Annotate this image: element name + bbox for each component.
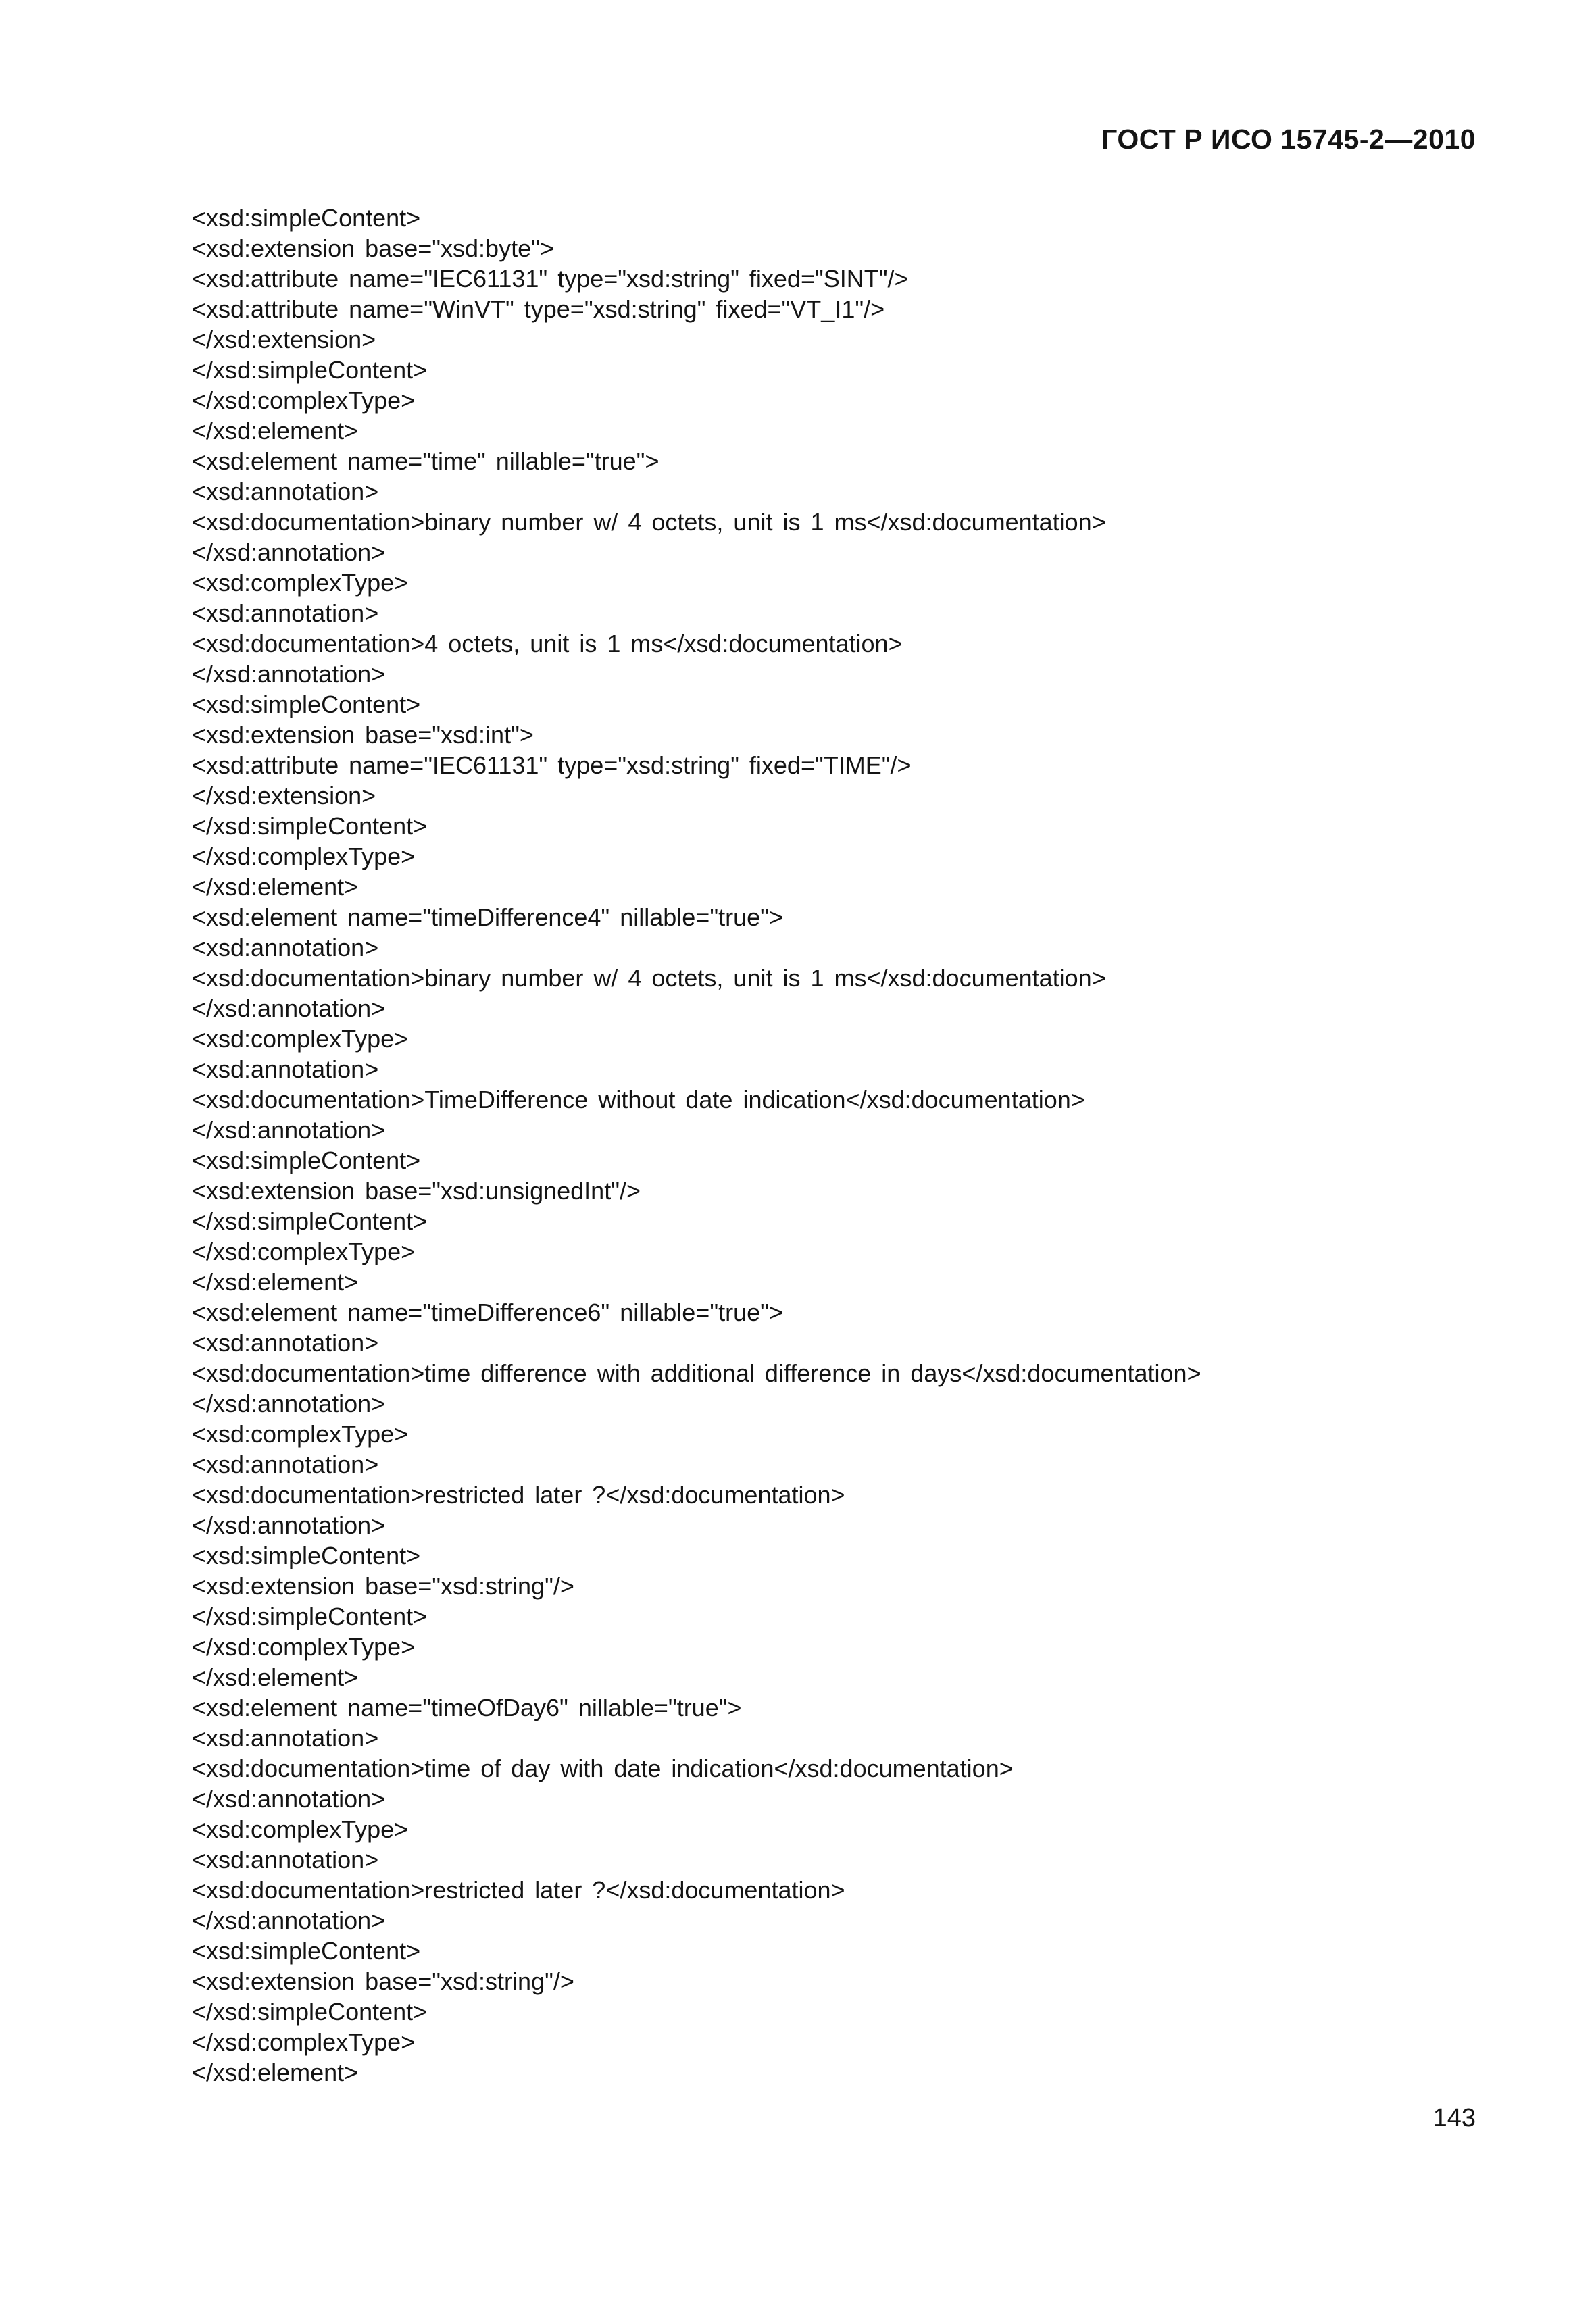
code-line: </xsd:element> (192, 1663, 359, 1691)
code-line: </xsd:complexType> (192, 2028, 416, 2056)
code-line: </xsd:annotation> (192, 1390, 386, 1417)
code-line: <xsd:documentation>time of day with date indication</xsd:documentation> (192, 1755, 1014, 1782)
code-line: </xsd:complexType> (192, 386, 416, 414)
code-line: </xsd:annotation> (192, 538, 386, 566)
code-line: <xsd:complexType> (192, 569, 409, 597)
code-line: </xsd:element> (192, 873, 359, 901)
code-line: <xsd:documentation>binary number w/ 4 octets, unit is 1 ms</xsd:documentation> (192, 508, 1106, 536)
code-line: <xsd:documentation>binary number w/ 4 octets, unit is 1 ms</xsd:documentation> (192, 964, 1106, 992)
code-line: <xsd:simpleContent> (192, 690, 421, 718)
code-line: </xsd:extension> (192, 782, 376, 809)
code-line: </xsd:annotation> (192, 1907, 386, 1934)
code-line: </xsd:annotation> (192, 1511, 386, 1539)
code-line: <xsd:simpleContent> (192, 204, 421, 232)
code-line: <xsd:simpleContent> (192, 1147, 421, 1174)
code-line: <xsd:complexType> (192, 1815, 409, 1843)
code-line: </xsd:simpleContent> (192, 1603, 428, 1630)
code-line: <xsd:annotation> (192, 934, 379, 961)
code-line: <xsd:complexType> (192, 1025, 409, 1053)
code-line: <xsd:annotation> (192, 1329, 379, 1357)
code-line: <xsd:documentation>restricted later ?</xsd:documentation> (192, 1481, 845, 1509)
xsd-code-listing (192, 203, 1476, 2088)
code-line: </xsd:annotation> (192, 660, 386, 688)
code-line: <xsd:attribute name="WinVT" type="xsd:string" fixed="VT_I1"/> (192, 295, 885, 323)
code-line: <xsd:extension base="xsd:byte"> (192, 234, 554, 262)
code-line: </xsd:extension> (192, 326, 376, 353)
code-line: <xsd:attribute name="IEC61131" type="xsd:string" fixed="TIME"/> (192, 751, 912, 779)
code-line: <xsd:documentation>restricted later ?</xsd:documentation> (192, 1876, 845, 1904)
code-line: <xsd:extension base="xsd:string"/> (192, 1572, 574, 1600)
code-line: <xsd:extension base="xsd:int"> (192, 721, 534, 749)
page-header-standard-id: ГОСТ Р ИСО 15745-2—2010 (1101, 124, 1476, 155)
code-line: </xsd:complexType> (192, 842, 416, 870)
code-line: <xsd:documentation>4 octets, unit is 1 ms</xsd:documentation> (192, 630, 903, 657)
code-line: </xsd:simpleContent> (192, 356, 428, 384)
code-line: <xsd:annotation> (192, 1846, 379, 1873)
code-line: </xsd:complexType> (192, 1238, 416, 1265)
code-line: </xsd:annotation> (192, 1116, 386, 1144)
code-line: <xsd:documentation>time difference with additional difference in days</xsd:documentation> (192, 1359, 1201, 1387)
code-line: <xsd:annotation> (192, 599, 379, 627)
code-line: <xsd:element name="timeDifference4" nillable="true"> (192, 903, 783, 931)
code-line: </xsd:complexType> (192, 1633, 416, 1661)
code-line: <xsd:simpleContent> (192, 1937, 421, 1965)
code-line: <xsd:extension base="xsd:string"/> (192, 1967, 574, 1995)
code-line: <xsd:annotation> (192, 478, 379, 505)
code-line: <xsd:element name="time" nillable="true"> (192, 447, 659, 475)
code-line: </xsd:annotation> (192, 1785, 386, 1813)
code-line: <xsd:annotation> (192, 1055, 379, 1083)
code-line: </xsd:annotation> (192, 995, 386, 1022)
code-line: <xsd:annotation> (192, 1724, 379, 1752)
code-line: <xsd:simpleContent> (192, 1542, 421, 1569)
code-line: </xsd:element> (192, 2059, 359, 2086)
code-line: </xsd:element> (192, 417, 359, 445)
code-line: </xsd:simpleContent> (192, 1207, 428, 1235)
code-line: <xsd:attribute name="IEC61131" type="xsd:string" fixed="SINT"/> (192, 265, 909, 293)
code-line: </xsd:simpleContent> (192, 812, 428, 840)
code-line: <xsd:complexType> (192, 1420, 409, 1448)
code-line: <xsd:documentation>TimeDifference without date indication</xsd:documentation> (192, 1086, 1085, 1113)
code-line: <xsd:annotation> (192, 1451, 379, 1478)
code-line: </xsd:simpleContent> (192, 1998, 428, 2026)
code-line: <xsd:extension base="xsd:unsignedInt"/> (192, 1177, 641, 1205)
code-line: <xsd:element name="timeOfDay6" nillable="true"> (192, 1694, 742, 1721)
code-line: <xsd:element name="timeDifference6" nillable="true"> (192, 1299, 783, 1326)
page-number: 143 (1432, 2104, 1476, 2132)
code-line: </xsd:element> (192, 1268, 359, 1296)
